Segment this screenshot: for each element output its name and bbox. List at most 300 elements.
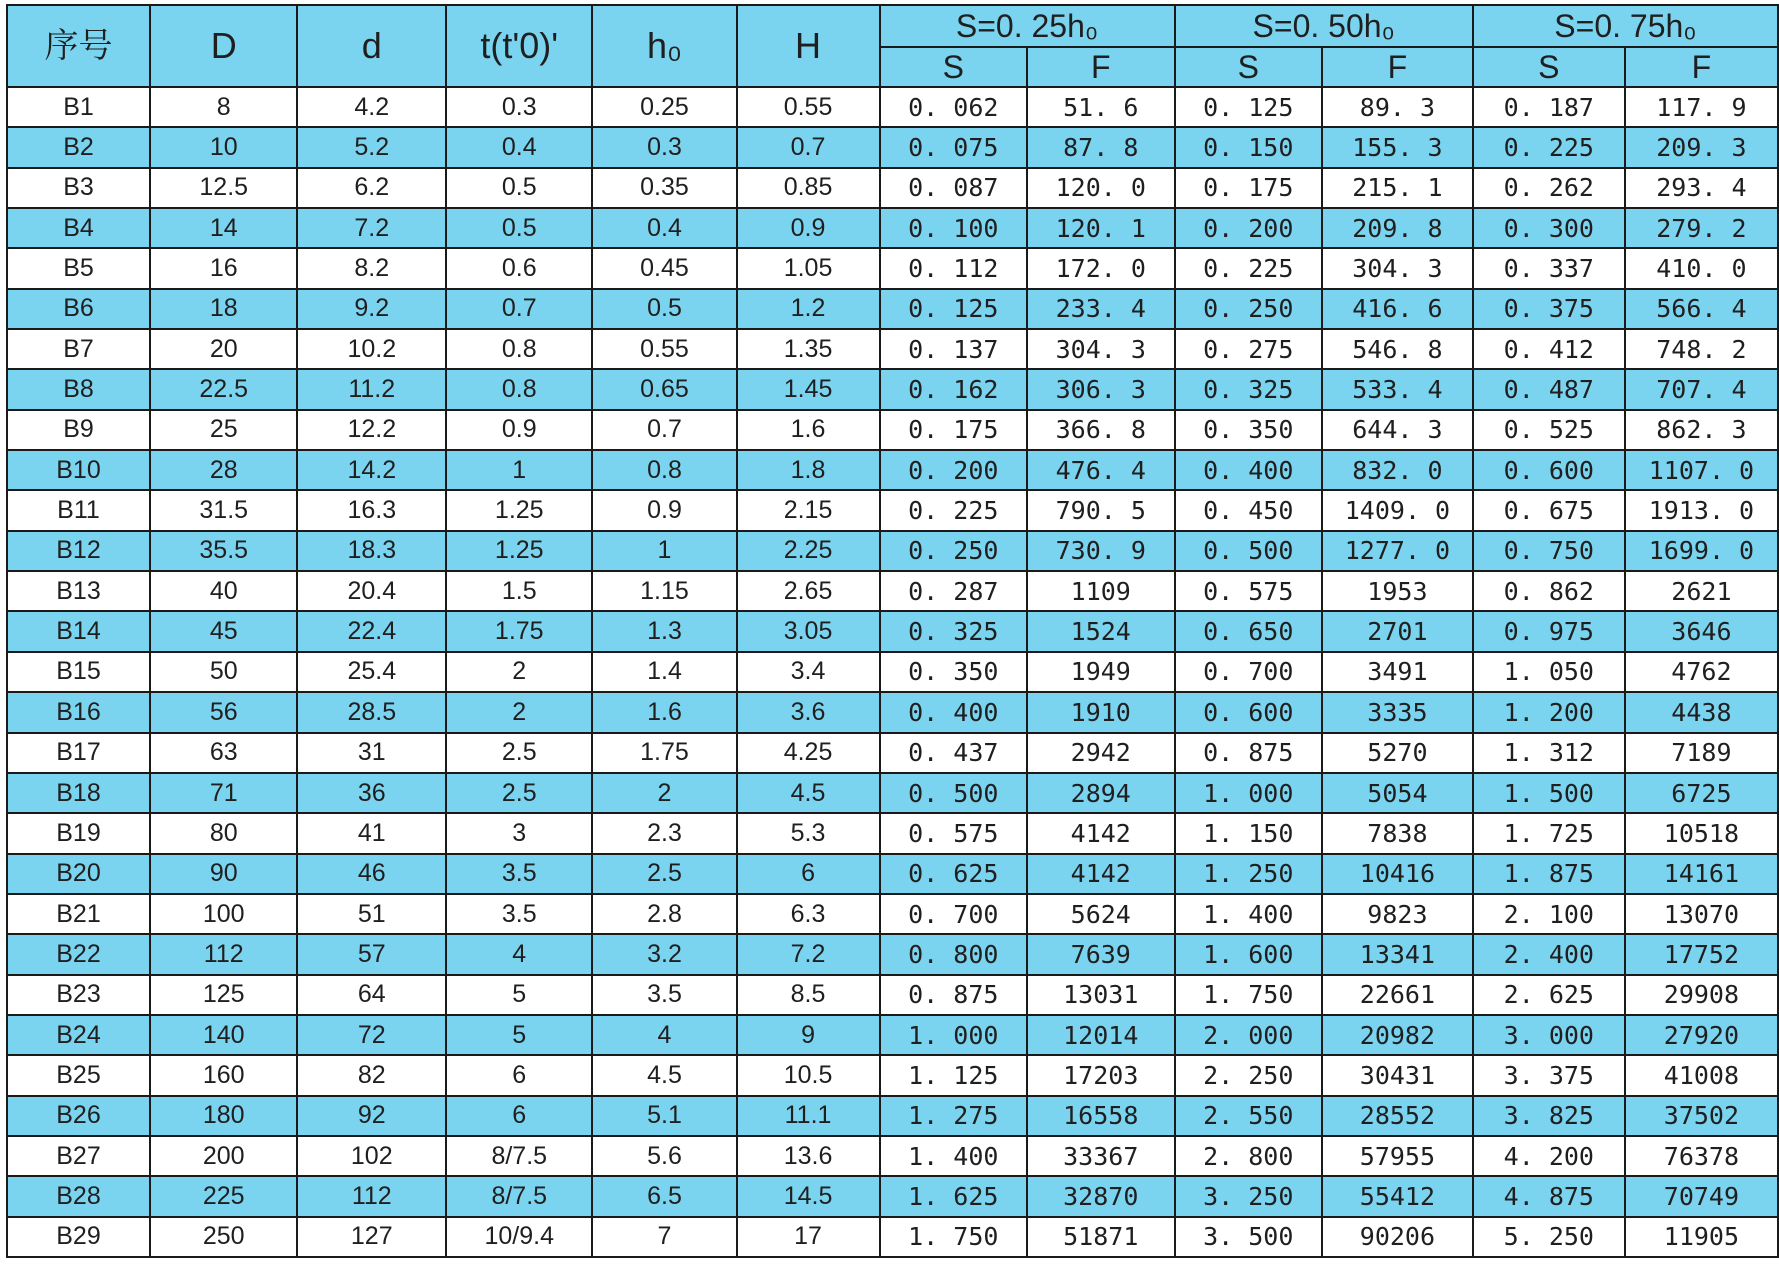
cell-f-050: 304. 3 (1322, 248, 1473, 288)
table-row (7, 652, 1778, 692)
table-body (7, 87, 1778, 1257)
cell-f-075: 2621 (1625, 571, 1778, 611)
header-D: D (150, 5, 297, 87)
table-row (7, 1096, 1778, 1136)
cell-D: 71 (150, 773, 297, 813)
cell-H: 4.5 (737, 773, 880, 813)
cell-t: 0.9 (446, 410, 592, 450)
cell-t: 6 (446, 1096, 592, 1136)
table-row (7, 208, 1778, 248)
cell-H: 5.3 (737, 813, 880, 853)
cell-s-075: 1. 050 (1473, 652, 1625, 692)
cell-h0: 1.75 (592, 733, 736, 773)
cell-f-025: 51. 6 (1027, 87, 1174, 127)
table-row (7, 410, 1778, 450)
cell-f-075: 1107. 0 (1625, 450, 1778, 490)
cell-d: 41 (297, 813, 446, 853)
cell-d: 28.5 (297, 692, 446, 732)
cell-H: 1.6 (737, 410, 880, 450)
cell-h0: 2 (592, 773, 736, 813)
cell-D: 12.5 (150, 168, 297, 208)
cell-s-025: 0. 200 (880, 450, 1027, 490)
cell-h0: 5.6 (592, 1136, 736, 1176)
table-row (7, 611, 1778, 651)
cell-s-025: 0. 575 (880, 813, 1027, 853)
cell-h0: 7 (592, 1217, 736, 1257)
cell-seq: B16 (7, 692, 150, 732)
cell-s-075: 3. 000 (1473, 1015, 1625, 1055)
cell-seq: B7 (7, 329, 150, 369)
cell-d: 64 (297, 975, 446, 1015)
cell-D: 14 (150, 208, 297, 248)
table-row (7, 329, 1778, 369)
cell-t: 1.75 (446, 611, 592, 651)
cell-s-025: 0. 100 (880, 208, 1027, 248)
cell-d: 6.2 (297, 168, 446, 208)
cell-d: 36 (297, 773, 446, 813)
cell-s-050: 0. 650 (1175, 611, 1322, 651)
cell-f-075: 37502 (1625, 1096, 1778, 1136)
cell-f-025: 476. 4 (1027, 450, 1174, 490)
cell-d: 51 (297, 894, 446, 934)
cell-t: 0.5 (446, 208, 592, 248)
cell-s-075: 1. 312 (1473, 733, 1625, 773)
cell-t: 0.7 (446, 289, 592, 329)
table-row (7, 490, 1778, 530)
header-sub-S: S (1175, 47, 1322, 87)
table-row (7, 813, 1778, 853)
cell-s-025: 0. 625 (880, 854, 1027, 894)
cell-f-075: 209. 3 (1625, 127, 1778, 167)
cell-s-025: 0. 250 (880, 531, 1027, 571)
cell-f-050: 13341 (1322, 934, 1473, 974)
cell-f-075: 13070 (1625, 894, 1778, 934)
cell-t: 0.8 (446, 329, 592, 369)
cell-t: 2 (446, 652, 592, 692)
cell-t: 3.5 (446, 894, 592, 934)
cell-s-075: 3. 825 (1473, 1096, 1625, 1136)
cell-s-050: 0. 250 (1175, 289, 1322, 329)
cell-s-075: 3. 375 (1473, 1055, 1625, 1095)
cell-h0: 1.3 (592, 611, 736, 651)
cell-f-075: 293. 4 (1625, 168, 1778, 208)
cell-H: 4.25 (737, 733, 880, 773)
cell-f-050: 209. 8 (1322, 208, 1473, 248)
cell-H: 1.05 (737, 248, 880, 288)
cell-d: 46 (297, 854, 446, 894)
cell-f-050: 546. 8 (1322, 329, 1473, 369)
cell-D: 56 (150, 692, 297, 732)
cell-f-050: 3335 (1322, 692, 1473, 732)
cell-seq: B17 (7, 733, 150, 773)
cell-t: 2 (446, 692, 592, 732)
cell-f-050: 1953 (1322, 571, 1473, 611)
cell-H: 1.8 (737, 450, 880, 490)
cell-h0: 0.65 (592, 369, 736, 409)
cell-d: 92 (297, 1096, 446, 1136)
cell-d: 11.2 (297, 369, 446, 409)
cell-h0: 1.4 (592, 652, 736, 692)
cell-seq: B12 (7, 531, 150, 571)
cell-s-025: 1. 750 (880, 1217, 1027, 1257)
cell-s-025: 0. 800 (880, 934, 1027, 974)
cell-d: 25.4 (297, 652, 446, 692)
cell-seq: B2 (7, 127, 150, 167)
cell-h0: 4 (592, 1015, 736, 1055)
cell-f-025: 366. 8 (1027, 410, 1174, 450)
cell-f-025: 1949 (1027, 652, 1174, 692)
cell-f-075: 279. 2 (1625, 208, 1778, 248)
cell-f-075: 410. 0 (1625, 248, 1778, 288)
cell-seq: B29 (7, 1217, 150, 1257)
cell-f-050: 9823 (1322, 894, 1473, 934)
cell-t: 0.8 (446, 369, 592, 409)
cell-D: 160 (150, 1055, 297, 1095)
cell-seq: B20 (7, 854, 150, 894)
cell-D: 63 (150, 733, 297, 773)
cell-f-050: 10416 (1322, 854, 1473, 894)
cell-D: 125 (150, 975, 297, 1015)
cell-f-075: 4438 (1625, 692, 1778, 732)
cell-H: 14.5 (737, 1176, 880, 1216)
cell-s-050: 0. 700 (1175, 652, 1322, 692)
cell-f-050: 5054 (1322, 773, 1473, 813)
cell-f-050: 215. 1 (1322, 168, 1473, 208)
cell-t: 2.5 (446, 733, 592, 773)
cell-t: 1.25 (446, 490, 592, 530)
cell-seq: B11 (7, 490, 150, 530)
cell-f-075: 27920 (1625, 1015, 1778, 1055)
cell-d: 22.4 (297, 611, 446, 651)
cell-h0: 3.5 (592, 975, 736, 1015)
header-sub-F: F (1625, 47, 1778, 87)
cell-f-025: 2894 (1027, 773, 1174, 813)
cell-f-075: 7189 (1625, 733, 1778, 773)
cell-t: 0.3 (446, 87, 592, 127)
cell-D: 45 (150, 611, 297, 651)
header-sub-F: F (1322, 47, 1473, 87)
cell-s-075: 4. 200 (1473, 1136, 1625, 1176)
cell-s-025: 0. 162 (880, 369, 1027, 409)
cell-seq: B3 (7, 168, 150, 208)
cell-H: 7.2 (737, 934, 880, 974)
cell-s-075: 1. 725 (1473, 813, 1625, 853)
cell-D: 250 (150, 1217, 297, 1257)
cell-f-025: 87. 8 (1027, 127, 1174, 167)
cell-f-050: 533. 4 (1322, 369, 1473, 409)
cell-s-075: 0. 487 (1473, 369, 1625, 409)
cell-seq: B18 (7, 773, 150, 813)
table-row (7, 1015, 1778, 1055)
cell-D: 35.5 (150, 531, 297, 571)
cell-s-075: 0. 600 (1473, 450, 1625, 490)
cell-f-050: 2701 (1322, 611, 1473, 651)
cell-f-050: 7838 (1322, 813, 1473, 853)
cell-s-025: 1. 275 (880, 1096, 1027, 1136)
cell-d: 5.2 (297, 127, 446, 167)
cell-H: 0.9 (737, 208, 880, 248)
table-row (7, 1136, 1778, 1176)
cell-f-025: 172. 0 (1027, 248, 1174, 288)
cell-t: 1.25 (446, 531, 592, 571)
cell-f-025: 16558 (1027, 1096, 1174, 1136)
cell-D: 40 (150, 571, 297, 611)
table-row (7, 934, 1778, 974)
cell-H: 2.25 (737, 531, 880, 571)
cell-f-050: 89. 3 (1322, 87, 1473, 127)
cell-s-025: 0. 225 (880, 490, 1027, 530)
cell-f-050: 3491 (1322, 652, 1473, 692)
cell-seq: B19 (7, 813, 150, 853)
cell-f-025: 790. 5 (1027, 490, 1174, 530)
cell-f-050: 5270 (1322, 733, 1473, 773)
cell-s-025: 0. 500 (880, 773, 1027, 813)
cell-h0: 4.5 (592, 1055, 736, 1095)
cell-h0: 1.15 (592, 571, 736, 611)
cell-H: 6 (737, 854, 880, 894)
cell-f-050: 57955 (1322, 1136, 1473, 1176)
table-row (7, 571, 1778, 611)
cell-s-075: 0. 337 (1473, 248, 1625, 288)
cell-f-025: 17203 (1027, 1055, 1174, 1095)
cell-s-050: 2. 800 (1175, 1136, 1322, 1176)
cell-h0: 2.8 (592, 894, 736, 934)
cell-s-075: 0. 262 (1473, 168, 1625, 208)
table-row (7, 450, 1778, 490)
table-row (7, 248, 1778, 288)
cell-D: 112 (150, 934, 297, 974)
cell-h0: 0.25 (592, 87, 736, 127)
cell-s-075: 0. 525 (1473, 410, 1625, 450)
cell-t: 1.5 (446, 571, 592, 611)
cell-d: 20.4 (297, 571, 446, 611)
cell-s-075: 0. 675 (1473, 490, 1625, 530)
cell-H: 13.6 (737, 1136, 880, 1176)
cell-s-050: 0. 575 (1175, 571, 1322, 611)
cell-f-050: 90206 (1322, 1217, 1473, 1257)
cell-d: 112 (297, 1176, 446, 1216)
cell-h0: 0.35 (592, 168, 736, 208)
table-row (7, 692, 1778, 732)
cell-f-075: 29908 (1625, 975, 1778, 1015)
cell-D: 16 (150, 248, 297, 288)
cell-s-025: 0. 437 (880, 733, 1027, 773)
table-header (7, 5, 1778, 87)
cell-H: 9 (737, 1015, 880, 1055)
table-row (7, 87, 1778, 127)
cell-s-050: 0. 400 (1175, 450, 1322, 490)
cell-h0: 0.7 (592, 410, 736, 450)
cell-f-025: 4142 (1027, 854, 1174, 894)
table-row (7, 1217, 1778, 1257)
cell-f-075: 4762 (1625, 652, 1778, 692)
table-row (7, 894, 1778, 934)
cell-h0: 0.55 (592, 329, 736, 369)
header-group-050: S=0. 50h₀ (1175, 5, 1473, 47)
cell-seq: B28 (7, 1176, 150, 1216)
cell-d: 18.3 (297, 531, 446, 571)
cell-t: 0.5 (446, 168, 592, 208)
cell-D: 140 (150, 1015, 297, 1055)
cell-f-075: 10518 (1625, 813, 1778, 853)
cell-d: 102 (297, 1136, 446, 1176)
cell-t: 3.5 (446, 854, 592, 894)
cell-seq: B21 (7, 894, 150, 934)
cell-h0: 5.1 (592, 1096, 736, 1136)
cell-H: 11.1 (737, 1096, 880, 1136)
cell-H: 8.5 (737, 975, 880, 1015)
cell-D: 200 (150, 1136, 297, 1176)
cell-s-075: 5. 250 (1473, 1217, 1625, 1257)
cell-s-050: 0. 350 (1175, 410, 1322, 450)
cell-f-075: 6725 (1625, 773, 1778, 813)
cell-t: 6 (446, 1055, 592, 1095)
cell-s-075: 2. 625 (1473, 975, 1625, 1015)
table-row (7, 127, 1778, 167)
cell-s-025: 0. 700 (880, 894, 1027, 934)
table-row (7, 1055, 1778, 1095)
cell-D: 20 (150, 329, 297, 369)
cell-s-050: 0. 225 (1175, 248, 1322, 288)
cell-H: 2.15 (737, 490, 880, 530)
cell-s-025: 0. 350 (880, 652, 1027, 692)
cell-h0: 0.3 (592, 127, 736, 167)
cell-h0: 1 (592, 531, 736, 571)
cell-s-025: 0. 175 (880, 410, 1027, 450)
disc-spring-spec-table (6, 4, 1779, 1258)
cell-s-025: 0. 062 (880, 87, 1027, 127)
cell-seq: B10 (7, 450, 150, 490)
cell-H: 0.85 (737, 168, 880, 208)
cell-f-075: 748. 2 (1625, 329, 1778, 369)
cell-f-075: 862. 3 (1625, 410, 1778, 450)
table-row (7, 1176, 1778, 1216)
cell-s-050: 3. 500 (1175, 1217, 1322, 1257)
cell-h0: 3.2 (592, 934, 736, 974)
cell-f-025: 730. 9 (1027, 531, 1174, 571)
cell-seq: B14 (7, 611, 150, 651)
cell-h0: 2.5 (592, 854, 736, 894)
cell-f-050: 416. 6 (1322, 289, 1473, 329)
cell-f-025: 5624 (1027, 894, 1174, 934)
cell-t: 8/7.5 (446, 1136, 592, 1176)
cell-s-050: 1. 600 (1175, 934, 1322, 974)
cell-s-025: 1. 000 (880, 1015, 1027, 1055)
cell-s-025: 1. 625 (880, 1176, 1027, 1216)
cell-d: 14.2 (297, 450, 446, 490)
header-sub-F: F (1027, 47, 1174, 87)
cell-seq: B9 (7, 410, 150, 450)
cell-t: 2.5 (446, 773, 592, 813)
table-row (7, 369, 1778, 409)
cell-s-050: 2. 550 (1175, 1096, 1322, 1136)
cell-D: 180 (150, 1096, 297, 1136)
cell-h0: 0.8 (592, 450, 736, 490)
table-row (7, 289, 1778, 329)
cell-f-025: 120. 0 (1027, 168, 1174, 208)
cell-s-025: 0. 125 (880, 289, 1027, 329)
cell-s-050: 2. 000 (1175, 1015, 1322, 1055)
cell-f-050: 644. 3 (1322, 410, 1473, 450)
cell-H: 1.2 (737, 289, 880, 329)
cell-seq: B15 (7, 652, 150, 692)
cell-s-025: 0. 400 (880, 692, 1027, 732)
cell-s-025: 0. 325 (880, 611, 1027, 651)
cell-f-075: 566. 4 (1625, 289, 1778, 329)
cell-D: 10 (150, 127, 297, 167)
cell-f-025: 12014 (1027, 1015, 1174, 1055)
cell-D: 80 (150, 813, 297, 853)
cell-d: 31 (297, 733, 446, 773)
cell-D: 225 (150, 1176, 297, 1216)
cell-t: 0.4 (446, 127, 592, 167)
cell-f-075: 70749 (1625, 1176, 1778, 1216)
cell-s-050: 2. 250 (1175, 1055, 1322, 1095)
cell-t: 1 (446, 450, 592, 490)
cell-s-050: 0. 275 (1175, 329, 1322, 369)
cell-s-025: 0. 287 (880, 571, 1027, 611)
cell-d: 72 (297, 1015, 446, 1055)
cell-f-075: 1699. 0 (1625, 531, 1778, 571)
cell-D: 28 (150, 450, 297, 490)
cell-d: 4.2 (297, 87, 446, 127)
table-row (7, 531, 1778, 571)
cell-seq: B13 (7, 571, 150, 611)
cell-f-025: 32870 (1027, 1176, 1174, 1216)
cell-f-050: 832. 0 (1322, 450, 1473, 490)
cell-t: 4 (446, 934, 592, 974)
cell-s-050: 1. 250 (1175, 854, 1322, 894)
header-t: t(t'0)' (446, 5, 592, 87)
cell-f-050: 20982 (1322, 1015, 1473, 1055)
cell-s-050: 1. 750 (1175, 975, 1322, 1015)
header-sub-S: S (880, 47, 1027, 87)
cell-seq: B8 (7, 369, 150, 409)
cell-s-050: 0. 200 (1175, 208, 1322, 248)
cell-seq: B27 (7, 1136, 150, 1176)
cell-H: 6.3 (737, 894, 880, 934)
cell-f-050: 22661 (1322, 975, 1473, 1015)
cell-h0: 0.5 (592, 289, 736, 329)
cell-seq: B5 (7, 248, 150, 288)
cell-d: 7.2 (297, 208, 446, 248)
cell-d: 9.2 (297, 289, 446, 329)
cell-h0: 0.4 (592, 208, 736, 248)
cell-H: 0.7 (737, 127, 880, 167)
cell-h0: 6.5 (592, 1176, 736, 1216)
cell-s-025: 0. 087 (880, 168, 1027, 208)
cell-seq: B23 (7, 975, 150, 1015)
cell-s-050: 1. 400 (1175, 894, 1322, 934)
cell-f-075: 11905 (1625, 1217, 1778, 1257)
cell-f-075: 76378 (1625, 1136, 1778, 1176)
table-row (7, 168, 1778, 208)
cell-D: 50 (150, 652, 297, 692)
cell-D: 100 (150, 894, 297, 934)
cell-t: 10/9.4 (446, 1217, 592, 1257)
cell-h0: 0.9 (592, 490, 736, 530)
cell-f-025: 1109 (1027, 571, 1174, 611)
cell-s-025: 0. 137 (880, 329, 1027, 369)
cell-H: 10.5 (737, 1055, 880, 1095)
cell-d: 127 (297, 1217, 446, 1257)
cell-s-050: 3. 250 (1175, 1176, 1322, 1216)
cell-s-075: 2. 400 (1473, 934, 1625, 974)
cell-f-025: 304. 3 (1027, 329, 1174, 369)
cell-s-050: 0. 150 (1175, 127, 1322, 167)
cell-t: 5 (446, 975, 592, 1015)
cell-f-050: 30431 (1322, 1055, 1473, 1095)
